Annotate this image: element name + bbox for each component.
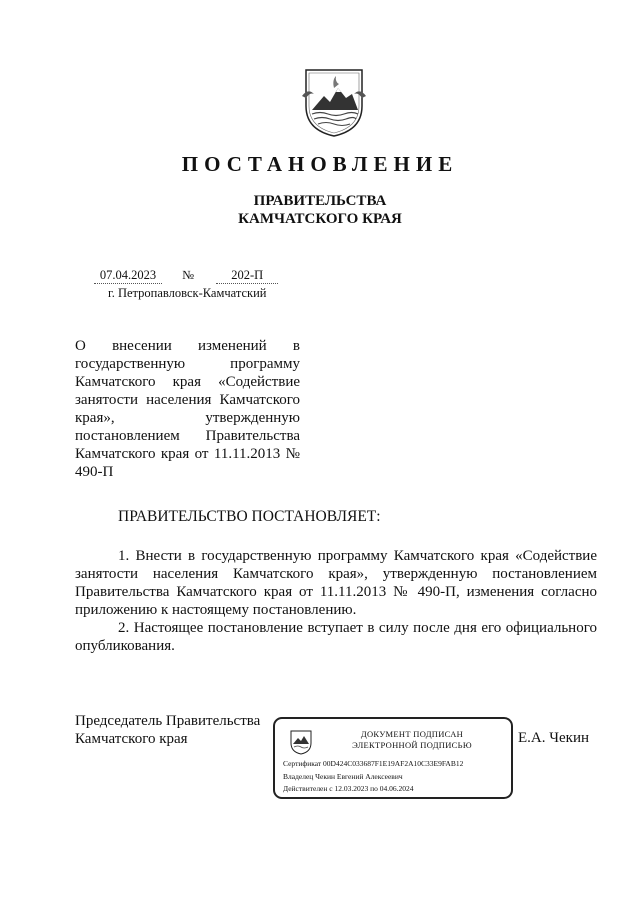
city-of-issue: г. Петропавловск-Камчатский [108,286,267,300]
stamp-heading-line-1: ДОКУМЕНТ ПОДПИСАН [360,729,464,739]
stamp-owner: Владелец Чекин Евгений Алексеевич [283,772,403,781]
document-subject: О внесении изменений в государственную программу Камчатского края «Содействие занятости населения Камчатского края», утвержденную постановлением Правительства Камчатского края от 11.11.2013 № 490-П [75,338,300,480]
issuer-line-1: ПРАВИТЕЛЬСТВА [253,193,387,209]
paragraph-2: 2. Настоящее постановление вступает в силу после дня его официального опубликования. [75,620,597,654]
issuer-line-2: КАМЧАТСКОГО КРАЯ [238,211,402,227]
number-sign: № [182,268,195,282]
stamp-certificate: Сертификат 00D424C033687F1E19AF2A10C33E9FAB12 [283,759,464,768]
signatory-position [75,712,260,748]
document-number: 202-П [216,268,278,284]
document-date: 07.04.2023 [94,268,162,284]
signatory-position-line-2: Камчатского края [75,731,188,747]
signatory-position-line-1: Председатель Правительства [75,713,261,729]
stamp-emblem-icon [289,729,313,755]
stamp-heading-line-2: ЭЛЕКТРОННОЙ ПОДПИСЬЮ [352,740,472,750]
signer-name: Е.А. Чекин [518,730,589,746]
stamp-validity: Действителен с 12.03.2023 по 04.06.2024 [283,784,414,793]
coat-of-arms-emblem [300,66,368,138]
document-requisites [94,268,278,284]
decree-phrase: ПРАВИТЕЛЬСТВО ПОСТАНОВЛЯЕТ: [118,508,381,525]
paragraph-1: 1. Внести в государственную программу Камчатского края «Содействие занятости населения Камчатского края», утвержденную постановлением Правительства Камчатского края от 11.11.2013 № 490-П, изменения согласно приложению к настоящему постановлению. [75,548,597,618]
electronic-signature-stamp [273,717,513,799]
document-body [75,547,597,655]
document-title: ПОСТАНОВЛЕНИЕ [181,152,459,176]
